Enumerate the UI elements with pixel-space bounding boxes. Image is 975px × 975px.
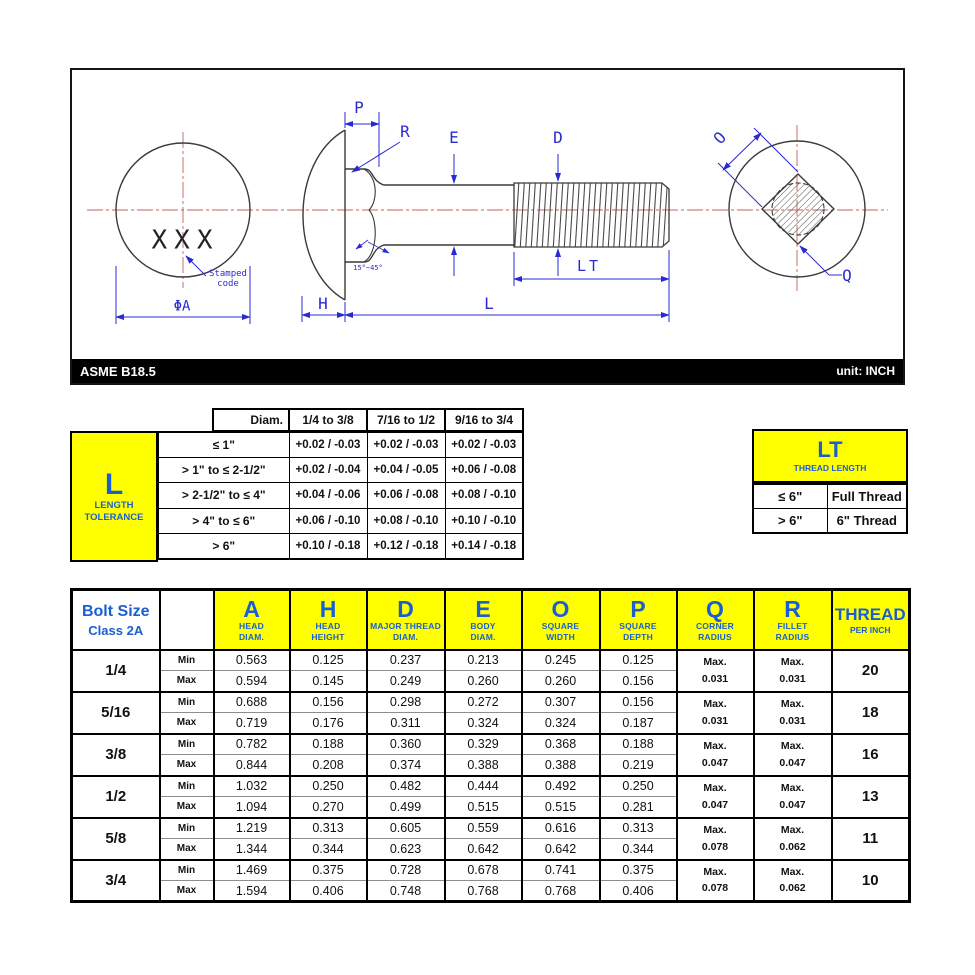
dimension-value-min: 0.188 [290, 734, 367, 755]
dimension-value-max: 0.187 [600, 713, 677, 734]
dimension-value-min: 0.375 [600, 860, 677, 881]
dimension-value-max: 0.176 [290, 713, 367, 734]
column-letter: R [784, 595, 801, 622]
max-prefix: Max. [780, 782, 805, 795]
length-tolerance-header [212, 408, 524, 432]
corner-radius-value: 0.031 [701, 672, 729, 685]
min-label: Min [160, 692, 214, 713]
stamped-note-line1: Stamped [209, 269, 247, 280]
max-prefix: Max. [703, 656, 727, 669]
dimension-value-min: 0.616 [522, 818, 600, 839]
column-header-R [754, 590, 832, 650]
corner-radius-value: 0.031 [701, 714, 729, 727]
column-subtitle: MAJOR THREAD [370, 620, 441, 631]
tolerance-value: +0.10 / -0.10 [445, 508, 523, 533]
column-letter: A [243, 595, 260, 622]
thread-length-row [753, 484, 907, 509]
fillet-radius-cell [754, 650, 832, 692]
dimension-value-min: 0.375 [290, 860, 367, 881]
fillet-radius-cell [754, 776, 832, 818]
dimension-value-max: 0.374 [367, 755, 445, 776]
dim-label-lt: LT [576, 256, 602, 275]
max-prefix: Max. [703, 824, 727, 837]
standard-label: ASME B18.5 [80, 363, 156, 379]
bolt-size: 1/2 [72, 776, 160, 818]
dimension-value-max: 0.406 [600, 881, 677, 902]
max-label: Max [160, 839, 214, 860]
dim-label-q: Q [842, 266, 852, 286]
dimension-value-max: 0.281 [600, 797, 677, 818]
column-subtitle: DIAM. [238, 631, 265, 642]
dimension-value-min: 0.298 [367, 692, 445, 713]
fillet-radius-value: 0.047 [779, 798, 806, 811]
stamped-code-note [209, 270, 247, 290]
dimension-value-min: 1.469 [214, 860, 290, 881]
dimension-value-min: 0.782 [214, 734, 290, 755]
chamfer-angle-note: 15°~45° [353, 264, 383, 273]
column-subtitle: SQUARE [541, 620, 580, 631]
dimension-value-max: 1.594 [214, 881, 290, 902]
column-subtitle: DEPTH [623, 631, 653, 642]
column-header-H [290, 590, 367, 650]
corner-radius-value: 0.078 [701, 882, 729, 895]
corner-radius-cell [677, 818, 754, 860]
dimension-value-min: 0.125 [290, 650, 367, 671]
max-label: Max [160, 797, 214, 818]
threads-per-inch: 18 [832, 692, 910, 734]
dimension-lines [116, 112, 842, 324]
dimension-value-min: 0.492 [522, 776, 600, 797]
column-header-O [522, 590, 600, 650]
min-label: Min [160, 860, 214, 881]
bolt-size: 3/8 [72, 734, 160, 776]
max-prefix: Max. [780, 824, 805, 837]
tolerance-value: +0.02 / -0.03 [289, 432, 367, 458]
max-prefix: Max. [703, 782, 727, 795]
bolt-size: 1/4 [72, 650, 160, 692]
dimension-value-max: 0.594 [214, 671, 290, 692]
thread-circle-end-view [772, 183, 824, 235]
length-range: > 6" [158, 533, 289, 559]
dimension-value-min: 0.307 [522, 692, 600, 713]
column-header-P [600, 590, 677, 650]
tolerance-value: +0.12 / -0.18 [367, 533, 445, 559]
dimension-value-max: 0.515 [445, 797, 522, 818]
max-prefix: Max. [780, 698, 805, 711]
dimension-value-max: 0.324 [445, 713, 522, 734]
min-label: Min [160, 734, 214, 755]
tolerance-value: +0.04 / -0.05 [367, 458, 445, 483]
corner-radius-cell [677, 860, 754, 902]
dimension-value-max: 0.499 [367, 797, 445, 818]
thread-length-title: LT [817, 437, 843, 462]
tolerance-row [158, 483, 523, 508]
tolerance-row [158, 432, 523, 458]
dimension-value-max: 0.156 [600, 671, 677, 692]
corner-radius-cell [677, 650, 754, 692]
dimension-value-min: 0.482 [367, 776, 445, 797]
dimension-value-max: 0.844 [214, 755, 290, 776]
thread-class-label: Class 2A [88, 622, 144, 638]
bolt-row-min [72, 860, 910, 881]
dimension-value-max: 0.642 [522, 839, 600, 860]
fillet-radius-value: 0.062 [779, 882, 806, 895]
dimension-value-max: 0.145 [290, 671, 367, 692]
diameter-range-header: 1/4 to 3/8 [289, 409, 367, 431]
dimension-value-max: 0.515 [522, 797, 600, 818]
max-prefix: Max. [703, 865, 727, 878]
dome-profile [303, 130, 345, 300]
thread-header-line1: THREAD [834, 604, 906, 624]
column-header-A [214, 590, 290, 650]
diameter-range-header: 7/16 to 1/2 [367, 409, 445, 431]
bolt-size-title: Bolt Size [81, 602, 150, 620]
bolt-technical-drawing [72, 70, 903, 359]
max-label: Max [160, 755, 214, 776]
dimension-value-max: 0.388 [522, 755, 600, 776]
dimension-value-min: 0.368 [522, 734, 600, 755]
drawing-panel [70, 68, 905, 385]
dimension-value-max: 0.768 [445, 881, 522, 902]
dimension-value-min: 0.245 [522, 650, 600, 671]
column-header-D [367, 590, 445, 650]
thread-length-value: 6" Thread [827, 509, 907, 534]
dimension-value-min: 0.688 [214, 692, 290, 713]
fillet-radius-value: 0.047 [779, 756, 806, 769]
dimension-value-min: 0.125 [600, 650, 677, 671]
dimension-value-max: 0.260 [522, 671, 600, 692]
max-label: Max [160, 671, 214, 692]
dimension-value-min: 0.678 [445, 860, 522, 881]
dimension-value-max: 1.344 [214, 839, 290, 860]
unit-label: unit: INCH [836, 364, 895, 378]
threads-per-inch: 13 [832, 776, 910, 818]
length-range: > 4" to ≤ 6" [158, 508, 289, 533]
tolerance-value: +0.02 / -0.03 [367, 432, 445, 458]
thread-length-key [752, 429, 908, 483]
thread-length-row [753, 509, 907, 534]
dimension-value-max: 0.270 [290, 797, 367, 818]
bolt-size-header [72, 590, 160, 650]
column-letter: E [475, 595, 491, 622]
centerlines [87, 122, 888, 293]
dimension-header-row [72, 590, 910, 650]
dim-label-r: R [400, 122, 410, 142]
fillet-radius-cell [754, 818, 832, 860]
dimension-value-max: 0.344 [600, 839, 677, 860]
bolt-row-min [72, 692, 910, 713]
dimension-value-max: 0.768 [522, 881, 600, 902]
column-subtitle: RADIUS [775, 631, 810, 642]
dimension-value-max: 0.260 [445, 671, 522, 692]
length-tolerance-sub1: LENGTH [94, 499, 134, 511]
threads-per-inch: 11 [832, 818, 910, 860]
fillet-radius-value: 0.062 [779, 840, 806, 853]
max-prefix: Max. [780, 865, 805, 878]
threads-per-inch: 20 [832, 650, 910, 692]
column-subtitle: RADIUS [698, 631, 732, 642]
length-condition: ≤ 6" [753, 484, 827, 509]
bolt-row-min [72, 776, 910, 797]
dimension-value-min: 1.219 [214, 818, 290, 839]
dimension-value-min: 0.156 [600, 692, 677, 713]
dimension-value-min: 0.741 [522, 860, 600, 881]
dimension-value-max: 0.324 [522, 713, 600, 734]
column-header-Q [677, 590, 754, 650]
dimension-value-min: 0.188 [600, 734, 677, 755]
max-prefix: Max. [780, 656, 805, 669]
tolerance-value: +0.06 / -0.08 [367, 483, 445, 508]
tolerance-value: +0.02 / -0.03 [445, 432, 523, 458]
tolerance-row [158, 508, 523, 533]
dimension-value-min: 1.032 [214, 776, 290, 797]
dimension-value-min: 0.313 [290, 818, 367, 839]
dimension-value-max: 0.406 [290, 881, 367, 902]
corner-radius-value: 0.047 [701, 756, 729, 769]
tolerance-value: +0.02 / -0.04 [289, 458, 367, 483]
fillet-radius-value: 0.031 [779, 714, 806, 727]
dimension-value-min: 0.313 [600, 818, 677, 839]
dimension-value-min: 0.563 [214, 650, 290, 671]
dim-label-l: L [484, 294, 494, 314]
column-letter: D [397, 595, 414, 622]
thread-header-line2: PER INCH [849, 624, 891, 635]
bolt-row-min [72, 818, 910, 839]
tolerance-value: +0.06 / -0.08 [445, 458, 523, 483]
tolerance-value: +0.08 / -0.10 [445, 483, 523, 508]
dimension-value-max: 0.623 [367, 839, 445, 860]
corner-radius-value: 0.078 [701, 840, 729, 853]
threaded-section [514, 183, 669, 247]
dimension-value-max: 0.642 [445, 839, 522, 860]
max-label: Max [160, 713, 214, 734]
dimension-value-max: 0.249 [367, 671, 445, 692]
column-subtitle: HEAD [315, 620, 341, 631]
dimension-value-max: 0.748 [367, 881, 445, 902]
thread-length-subtitle: THREAD LENGTH [793, 463, 867, 473]
bolt-row-min [72, 734, 910, 755]
fillet-radius-cell [754, 692, 832, 734]
column-letter: H [319, 595, 337, 622]
title-bar [72, 359, 903, 383]
dimension-value-min: 0.329 [445, 734, 522, 755]
dimension-value-min: 0.272 [445, 692, 522, 713]
column-subtitle: BODY [470, 620, 496, 631]
dim-label-p: P [354, 98, 364, 118]
max-prefix: Max. [703, 740, 727, 753]
max-prefix: Max. [703, 698, 727, 711]
dimension-value-max: 0.219 [600, 755, 677, 776]
dimension-value-max: 0.719 [214, 713, 290, 734]
fillet-radius-value: 0.031 [779, 672, 806, 685]
thread-per-inch-header [832, 590, 910, 650]
dimension-value-min: 0.250 [600, 776, 677, 797]
diameter-range-header: 9/16 to 3/4 [445, 409, 523, 431]
column-subtitle: SQUARE [619, 620, 657, 631]
dimension-value-min: 0.156 [290, 692, 367, 713]
dimension-value-max: 0.344 [290, 839, 367, 860]
thread-length-value: Full Thread [827, 484, 907, 509]
length-tolerance-sub2: TOLERANCE [84, 511, 144, 523]
column-header-E [445, 590, 522, 650]
dimension-value-max: 0.208 [290, 755, 367, 776]
corner-radius-cell [677, 692, 754, 734]
dim-label-e: E [449, 128, 459, 148]
tolerance-row [158, 533, 523, 559]
dimension-value-min: 0.237 [367, 650, 445, 671]
column-subtitle: HEIGHT [311, 631, 345, 642]
diam-corner-label: Diam. [213, 409, 289, 431]
column-subtitle: DIAM. [470, 631, 496, 642]
max-prefix: Max. [780, 740, 805, 753]
stamped-code-mark: XXX [151, 225, 220, 256]
thread-length-table [752, 483, 908, 534]
length-range: > 2-1/2" to ≤ 4" [158, 483, 289, 508]
minmax-header-blank [160, 590, 214, 650]
length-range: > 1" to ≤ 2-1/2" [158, 458, 289, 483]
column-subtitle: FILLET [777, 620, 808, 631]
bolt-size: 5/16 [72, 692, 160, 734]
column-subtitle: WIDTH [546, 631, 575, 642]
min-label: Min [160, 650, 214, 671]
column-letter: P [630, 595, 646, 622]
dim-label-d: D [553, 128, 563, 148]
column-subtitle: DIAM. [392, 631, 419, 642]
bolt-row-min [72, 650, 910, 671]
length-tolerance-table [157, 431, 524, 560]
column-letter: O [551, 595, 570, 622]
stamped-note-line2: code [217, 279, 239, 289]
dimension-value-min: 0.213 [445, 650, 522, 671]
column-subtitle: CORNER [695, 620, 735, 631]
length-condition: > 6" [753, 509, 827, 534]
column-letter: Q [706, 595, 724, 622]
fillet-radius-cell [754, 860, 832, 902]
tolerance-value: +0.04 / -0.06 [289, 483, 367, 508]
threads-per-inch: 16 [832, 734, 910, 776]
dimension-value-max: 1.094 [214, 797, 290, 818]
min-label: Min [160, 818, 214, 839]
tolerance-header-row [213, 409, 523, 431]
dimension-value-min: 0.559 [445, 818, 522, 839]
bolt-size: 3/4 [72, 860, 160, 902]
dimension-value-min: 0.360 [367, 734, 445, 755]
dimension-value-max: 0.388 [445, 755, 522, 776]
dim-label-h: H [318, 294, 328, 314]
tolerance-row [158, 458, 523, 483]
dimension-table [70, 588, 911, 903]
min-label: Min [160, 776, 214, 797]
dim-label-phi-a: ΦA [173, 298, 191, 315]
dimension-value-min: 0.605 [367, 818, 445, 839]
dimension-value-max: 0.311 [367, 713, 445, 734]
tolerance-value: +0.06 / -0.10 [289, 508, 367, 533]
tolerance-value: +0.10 / -0.18 [289, 533, 367, 559]
corner-radius-cell [677, 734, 754, 776]
length-tolerance-key [70, 431, 158, 562]
fillet-radius-cell [754, 734, 832, 776]
corner-radius-cell [677, 776, 754, 818]
tolerance-value: +0.08 / -0.10 [367, 508, 445, 533]
dim-label-o: O [709, 127, 731, 148]
length-range: ≤ 1" [158, 432, 289, 458]
column-subtitle: HEAD [239, 620, 264, 631]
bolt-size: 5/8 [72, 818, 160, 860]
length-tolerance-letter: L [104, 467, 124, 501]
threads-per-inch: 10 [832, 860, 910, 902]
corner-radius-value: 0.047 [701, 798, 729, 811]
dimension-value-min: 0.728 [367, 860, 445, 881]
dimension-value-min: 0.444 [445, 776, 522, 797]
dimension-value-min: 0.250 [290, 776, 367, 797]
max-label: Max [160, 881, 214, 902]
tolerance-value: +0.14 / -0.18 [445, 533, 523, 559]
